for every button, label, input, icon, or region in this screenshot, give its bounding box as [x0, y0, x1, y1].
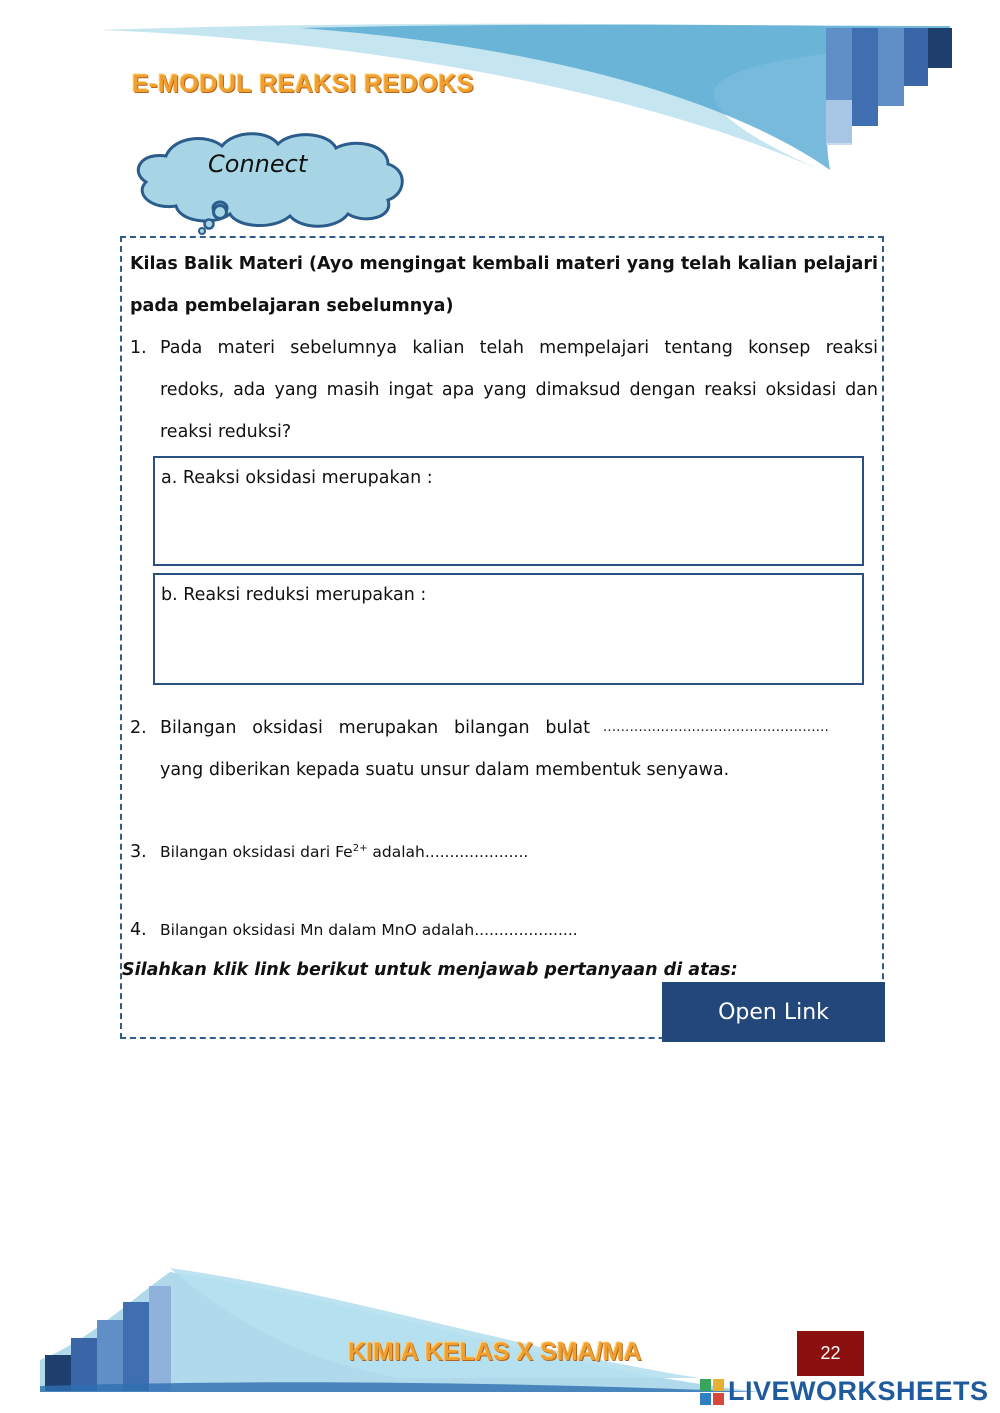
question-3-text-before: Bilangan oksidasi dari Fe — [160, 843, 353, 862]
answer-label-oxidation: a. Reaksi oksidasi merupakan : — [161, 468, 433, 488]
question-4-text: Bilangan oksidasi Mn dalam MnO adalah..................... — [160, 921, 578, 939]
section-label: Connect — [208, 150, 308, 178]
thought-cloud-icon — [126, 128, 408, 236]
question-4-number: 4. — [130, 920, 147, 940]
module-title: E-MODUL REAKSI REDOKS — [132, 70, 475, 98]
question-1-line-3: reaksi reduksi? — [160, 422, 292, 442]
open-link-button[interactable]: Open Link — [662, 982, 885, 1042]
question-2-line-1: Bilangan oksidasi merupakan bilangan bulat — [160, 718, 590, 738]
question-1-line-2: redoks, ada yang masih ingat apa yang dimaksud dengan reaksi oksidasi dan — [160, 380, 878, 400]
question-2-blank[interactable]: ................................................... — [603, 720, 830, 735]
intro-line-1: Kilas Balik Materi (Ayo mengingat kembali materi yang telah kalian pelajari — [130, 254, 878, 274]
question-1-number: 1. — [130, 338, 147, 358]
liveworksheets-logo — [700, 1376, 989, 1407]
question-3-number: 3. — [130, 842, 147, 862]
answer-label-reduction: b. Reaksi reduksi merupakan : — [161, 585, 427, 605]
question-3-text — [160, 843, 528, 861]
liveworksheets-wordmark: LIVEWORKSHEETS — [728, 1376, 989, 1406]
question-2-number: 2. — [130, 718, 147, 738]
question-1-line-1: Pada materi sebelumnya kalian telah mempelajari tentang konsep reaksi — [160, 338, 878, 358]
intro-line-2: pada pembelajaran sebelumnya) — [130, 296, 454, 316]
page-number-badge: 22 — [797, 1331, 864, 1376]
liveworksheets-icon — [700, 1379, 724, 1405]
question-2-line-2: yang diberikan kepada suatu unsur dalam membentuk senyawa. — [160, 760, 730, 780]
question-3-text-after: adalah..................... — [367, 843, 529, 862]
instruction-text: Silahkan klik link berikut untuk menjawab pertanyaan di atas: — [122, 960, 738, 980]
footer-title: KIMIA KELAS X SMA/MA — [348, 1338, 642, 1366]
question-3-superscript: 2+ — [352, 843, 368, 854]
answer-box-oxidation[interactable] — [153, 456, 864, 566]
answer-box-reduction[interactable] — [153, 573, 864, 685]
